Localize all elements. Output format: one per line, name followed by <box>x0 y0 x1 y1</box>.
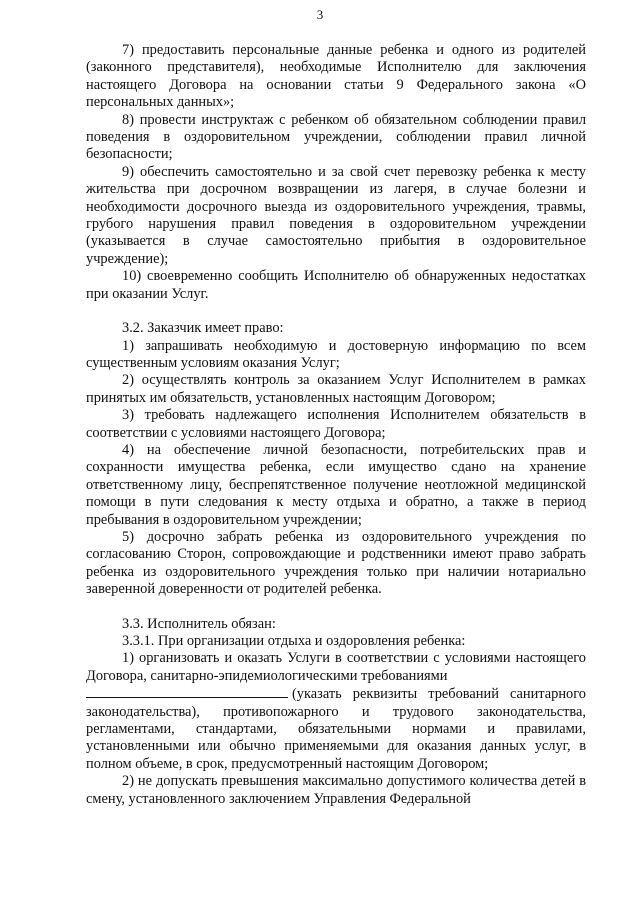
customer-right-4: 4) на обеспечение личной безопасности, потребительских прав и сохранности имущества ребенка, если имущество сдано на хранение ответственному лицу, беспрепятственное получение неотложной медицинской помощи в пути следования к месту отдыха и обратно, а также в период пребывания в оздоровительном учреждении; <box>86 441 586 528</box>
document-body <box>86 42 586 808</box>
paragraph-8-instruction: 8) провести инструктаж с ребенком об обязательном соблюдении правил поведения в оздоровительном учреждении, соблюдении правил личной безопасности; <box>86 111 586 163</box>
contractor-obligation-1-continued-text: (указать реквизиты требований санитарного законодательства), противопожарного и трудового законодательства, регламентами, стандартами, обязательными нормами и правилами, установленными или обычно применяемыми для оказания данных услуг, в полном объеме, в срок, предусмотренный настоящим Договором; <box>86 686 586 772</box>
customer-right-3: 3) требовать надлежащего исполнения Исполнителем обязательств в соответствии с условиями настоящего Договора; <box>86 407 586 441</box>
section-heading-contractor-obligations: 3.3. Исполнитель обязан: <box>122 615 276 632</box>
section-heading-customer-rights: 3.2. Заказчик имеет право: <box>122 320 284 337</box>
customer-right-1: 1) запрашивать необходимую и достоверную информацию по всем существенным условиям оказания Услуг; <box>86 337 586 371</box>
paragraph-9-transport: 9) обеспечить самостоятельно и за свой счет перевозку ребенка к месту жительства при досрочном возвращении из лагеря, в случае болезни и необходимости досрочного выезда из оздоровительного учреждения, травмы, грубого нарушения правил поведения в оздоровительном учреждении (указывается в случае самостоятельно прибытия в оздоровительное учреждение); <box>86 163 586 267</box>
contractor-obligation-1-continued <box>86 685 586 773</box>
section-gap <box>86 599 586 616</box>
customer-right-2: 2) осуществлять контроль за оказанием Услуг Исполнителем в рамках принятых им обязательств, установленных настоящим Договором; <box>86 372 586 406</box>
page-number: 3 <box>316 7 324 22</box>
contractor-obligation-1: 1) организовать и оказать Услуги в соответствии с условиями настоящего Договора, санитарно-эпидемиологическими требованиями <box>86 650 586 684</box>
section-gap <box>86 303 586 320</box>
fill-in-blank-line <box>86 685 288 698</box>
contractor-obligation-2: 2) не допускать превышения максимально допустимого количества детей в смену, установленного заключением Управления Федеральной <box>86 773 586 807</box>
paragraph-10-report-defects: 10) своевременно сообщить Исполнителю об обнаруженных недостатках при оказании Услуг. <box>86 268 586 302</box>
customer-right-5: 5) досрочно забрать ребенка из оздоровительного учреждения по согласованию Сторон, сопровождающие и родственники имеют право забрать ребенка из оздоровительного учреждения только при наличии нотариально заверенной доверенности от родителей ребенка. <box>86 528 586 598</box>
paragraph-7-personal-data: 7) предоставить персональные данные ребенка и одного из родителей (законного представителя), необходимые Исполнителю для заключения настоящего Договора на основании статьи 9 Федерального закона «О персональных данных»; <box>86 42 586 111</box>
subsection-heading-recreation: 3.3.1. При организации отдыха и оздоровления ребенка: <box>122 633 466 649</box>
